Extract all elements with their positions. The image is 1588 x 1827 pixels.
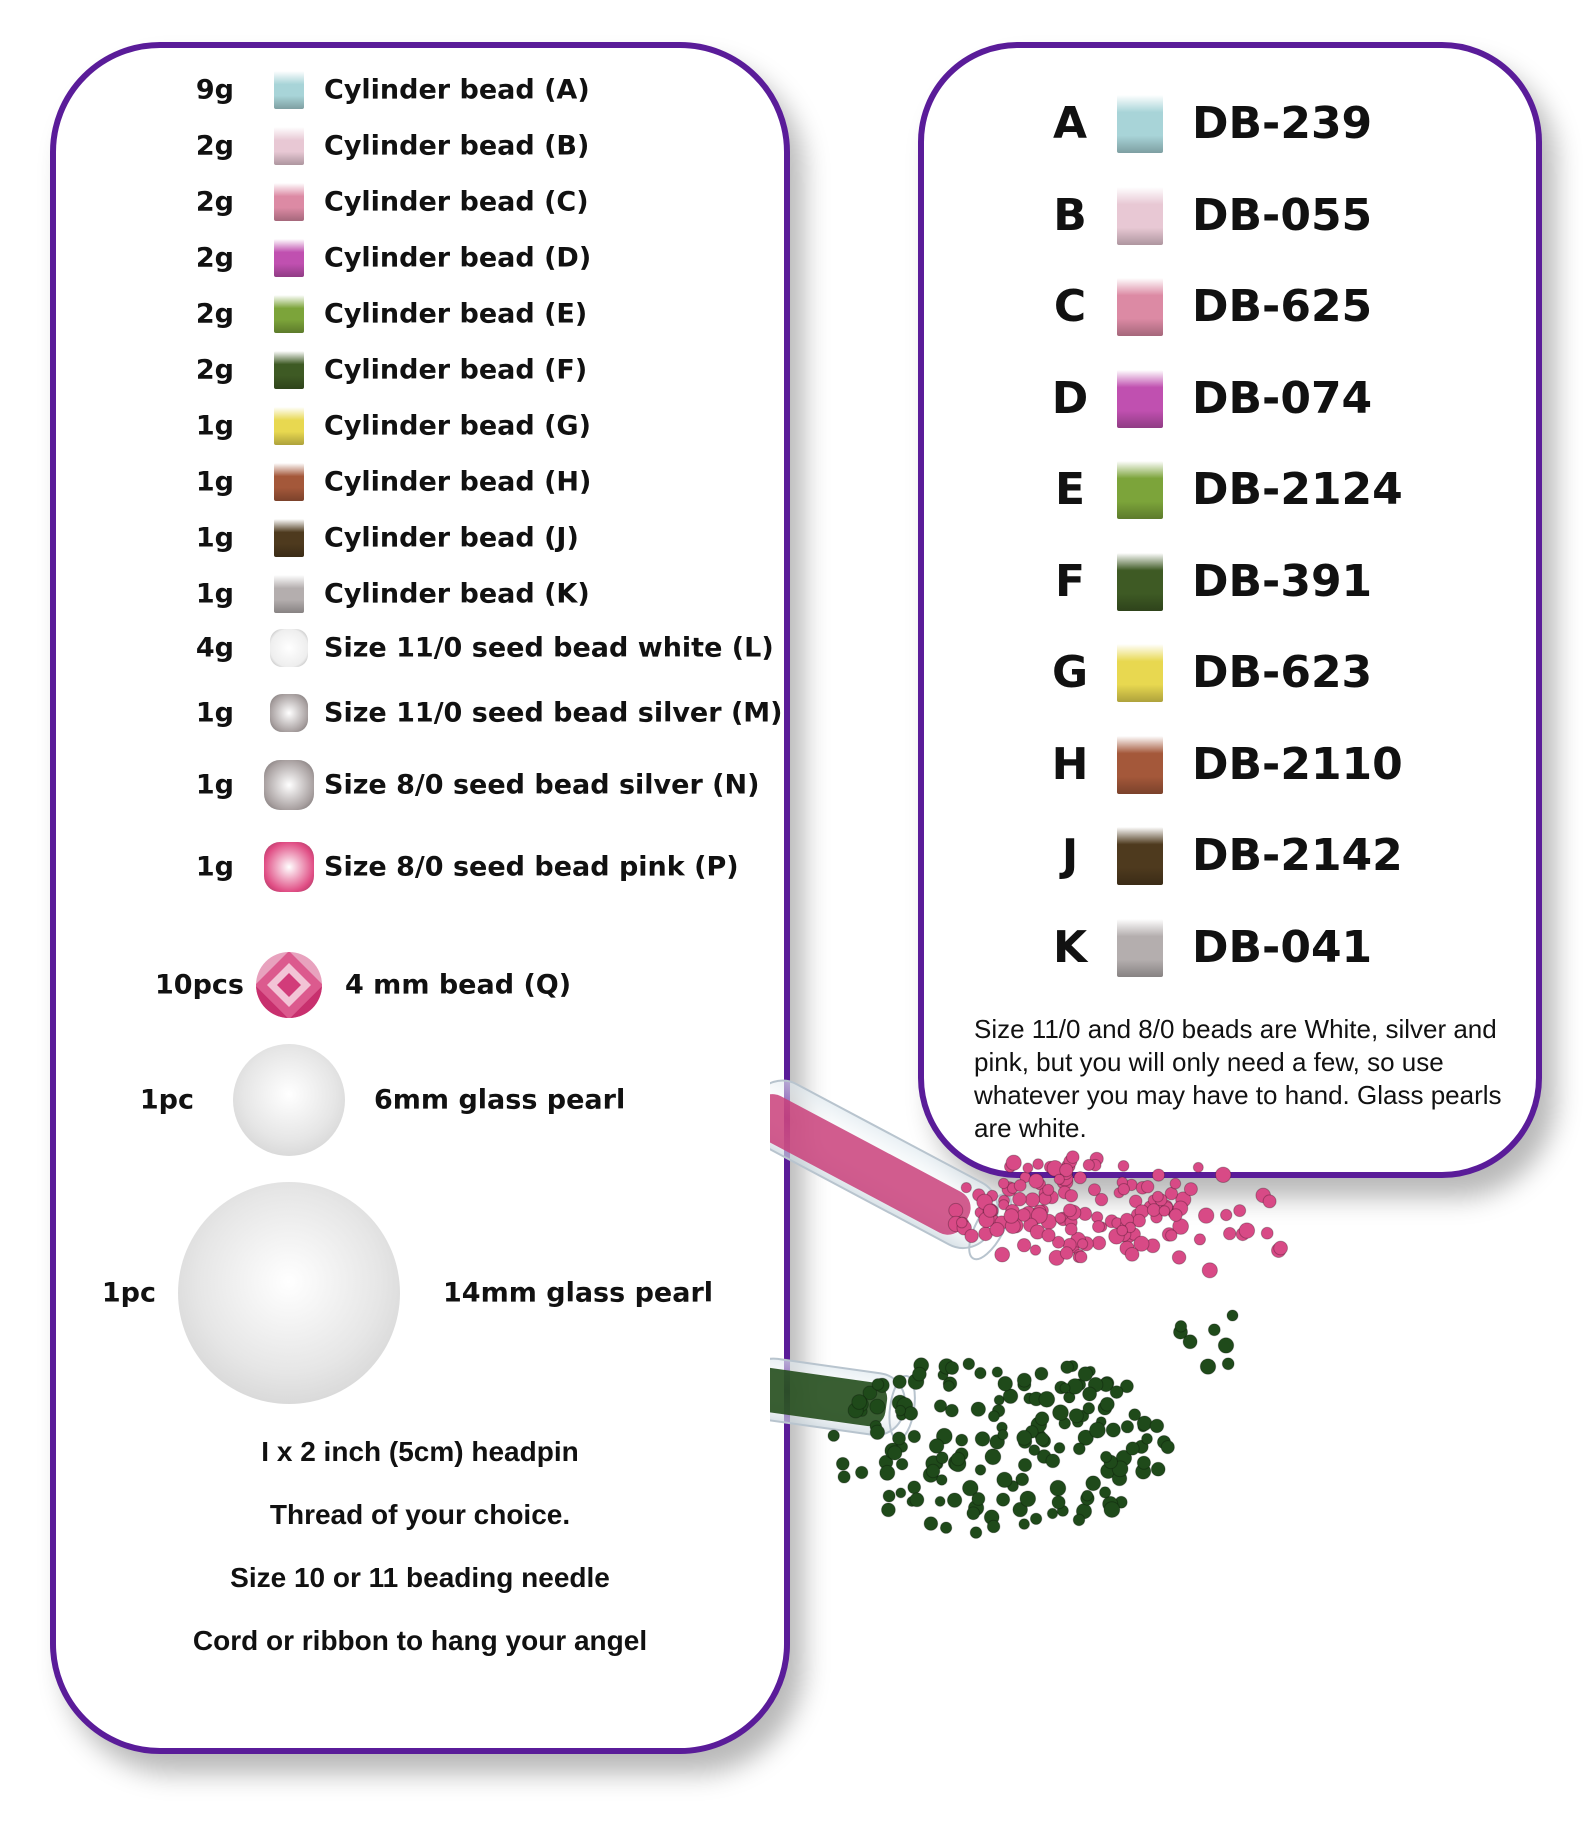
loose-bead bbox=[883, 1490, 895, 1502]
loose-bead bbox=[1042, 1229, 1055, 1242]
bead-letter: E bbox=[1054, 464, 1086, 515]
loose-bead bbox=[947, 1493, 961, 1507]
loose-bead bbox=[1019, 1519, 1030, 1530]
loose-bead bbox=[1083, 1403, 1095, 1415]
cylinder-bead-icon bbox=[1117, 553, 1163, 611]
loose-bead bbox=[1175, 1321, 1187, 1333]
bead-label: Cylinder bead (K) bbox=[324, 578, 590, 610]
loose-bead bbox=[1018, 1458, 1031, 1471]
loose-bead bbox=[988, 1411, 999, 1422]
bead-label: Cylinder bead (J) bbox=[324, 522, 579, 554]
loose-bead bbox=[951, 1452, 965, 1466]
loose-bead bbox=[1006, 1155, 1021, 1170]
loose-bead bbox=[1017, 1209, 1030, 1222]
cylinder-bead-icon bbox=[274, 71, 304, 109]
loose-bead bbox=[997, 1472, 1012, 1487]
cylinder-bead-icon bbox=[1117, 827, 1163, 885]
loose-bead bbox=[1050, 1480, 1066, 1496]
loose-bead bbox=[940, 1522, 951, 1533]
loose-bead bbox=[893, 1375, 906, 1388]
seed-bead-icon bbox=[270, 694, 308, 732]
bead-qty: 2g bbox=[195, 354, 234, 386]
loose-bead bbox=[995, 1247, 1010, 1262]
loose-bead bbox=[1073, 1514, 1085, 1526]
loose-bead bbox=[929, 1439, 944, 1454]
loose-bead bbox=[1152, 1169, 1164, 1181]
cylinder-bead-icon bbox=[1117, 95, 1163, 153]
bead-label: Cylinder bead (E) bbox=[324, 298, 588, 330]
bead-qty: 1g bbox=[195, 466, 234, 498]
loose-bead bbox=[1216, 1167, 1231, 1182]
loose-bead bbox=[1227, 1310, 1238, 1321]
loose-bead bbox=[1184, 1183, 1197, 1196]
loose-bead bbox=[1104, 1502, 1120, 1518]
bead-label: Cylinder bead (G) bbox=[324, 410, 591, 442]
bead-letter: K bbox=[1052, 921, 1088, 973]
loose-bead bbox=[1039, 1391, 1055, 1407]
loose-bead bbox=[1118, 1161, 1129, 1172]
loose-bead bbox=[1054, 1174, 1064, 1184]
loose-bead bbox=[908, 1430, 920, 1442]
pearl-6mm-icon bbox=[233, 1044, 345, 1156]
bead-qty: 2g bbox=[195, 242, 234, 274]
bead-letter: D bbox=[1051, 372, 1089, 424]
cylinder-bead-icon bbox=[274, 239, 304, 277]
seed-bead-icon bbox=[270, 629, 308, 667]
loose-bead bbox=[1263, 1195, 1276, 1208]
loose-bead bbox=[1054, 1443, 1065, 1454]
loose-bead bbox=[1095, 1193, 1107, 1205]
loose-bead bbox=[1043, 1184, 1054, 1195]
loose-bead bbox=[1100, 1397, 1114, 1411]
loose-bead bbox=[1117, 1225, 1128, 1236]
bead-letter: H bbox=[1051, 738, 1089, 790]
loose-bead bbox=[946, 1362, 959, 1375]
loose-bead bbox=[1060, 1383, 1070, 1393]
loose-bead bbox=[985, 1449, 1001, 1465]
loose-bead bbox=[936, 1452, 948, 1464]
loose-bead bbox=[1073, 1443, 1085, 1455]
loose-bead bbox=[1023, 1163, 1033, 1173]
codes-note: Size 11/0 and 8/0 beads are White, silver and pink, but you will only need a few, so use whatever you may have to hand. Glass pearls are white. bbox=[974, 1014, 1502, 1143]
loose-bead bbox=[838, 1471, 850, 1483]
bead-qty: 1g bbox=[195, 522, 234, 554]
loose-bead bbox=[1199, 1208, 1214, 1223]
cylinder-bead-icon bbox=[1117, 187, 1163, 245]
loose-bead bbox=[961, 1183, 971, 1193]
materials-card bbox=[50, 42, 790, 1754]
cylinder-bead-icon bbox=[1117, 736, 1163, 794]
loose-bead bbox=[908, 1481, 921, 1494]
bead-label: Cylinder bead (C) bbox=[324, 186, 589, 218]
loose-bead bbox=[967, 1507, 980, 1520]
loose-bead bbox=[1137, 1456, 1150, 1469]
loose-bead bbox=[1194, 1234, 1205, 1245]
bead-code: DB-2142 bbox=[1192, 830, 1403, 881]
loose-bead bbox=[893, 1432, 906, 1445]
loose-bead bbox=[1078, 1239, 1088, 1249]
pink-bead-pile bbox=[948, 1151, 1287, 1278]
bead-letter: G bbox=[1051, 647, 1089, 698]
cylinder-bead-icon bbox=[274, 463, 304, 501]
loose-bead bbox=[1061, 1361, 1074, 1374]
bead-code: DB-041 bbox=[1192, 921, 1373, 973]
loose-bead bbox=[1221, 1209, 1232, 1220]
loose-bead bbox=[937, 1475, 948, 1486]
loose-bead bbox=[888, 1446, 902, 1460]
loose-bead bbox=[1090, 1422, 1106, 1438]
loose-bead bbox=[998, 1430, 1008, 1440]
cylinder-bead-icon bbox=[274, 351, 304, 389]
loose-bead bbox=[1142, 1181, 1154, 1193]
loose-bead bbox=[1172, 1251, 1186, 1265]
loose-bead bbox=[1030, 1513, 1041, 1524]
loose-bead bbox=[836, 1457, 849, 1470]
bead-letter: C bbox=[1053, 281, 1087, 332]
loose-bead bbox=[1166, 1230, 1177, 1241]
bead-label: Cylinder bead (F) bbox=[324, 354, 588, 386]
loose-bead bbox=[1065, 1190, 1077, 1202]
bead-label: Size 11/0 seed bead silver (M) bbox=[324, 697, 783, 729]
loose-bead bbox=[1239, 1223, 1254, 1238]
bead-code: DB-074 bbox=[1192, 372, 1373, 424]
loose-bead bbox=[1060, 1247, 1073, 1260]
loose-bead bbox=[1017, 1373, 1031, 1387]
loose-bead bbox=[1020, 1491, 1036, 1507]
loose-bead bbox=[1202, 1263, 1217, 1278]
loose-bead bbox=[828, 1430, 839, 1441]
loose-bead bbox=[872, 1379, 884, 1391]
faceted-bead-icon bbox=[255, 951, 323, 1019]
loose-bead bbox=[1029, 1445, 1040, 1456]
loose-bead bbox=[1125, 1248, 1139, 1262]
loose-bead bbox=[1129, 1409, 1141, 1421]
loose-bead bbox=[943, 1381, 954, 1392]
bead-label: Cylinder bead (B) bbox=[324, 130, 590, 162]
loose-bead bbox=[1067, 1151, 1080, 1164]
loose-bead bbox=[1036, 1433, 1049, 1446]
loose-bead bbox=[1126, 1442, 1139, 1455]
loose-bead bbox=[1170, 1209, 1183, 1222]
loose-bead bbox=[975, 1465, 986, 1476]
loose-bead bbox=[882, 1503, 896, 1517]
loose-bead bbox=[1170, 1178, 1181, 1189]
loose-bead bbox=[1033, 1159, 1044, 1170]
loose-bead bbox=[1200, 1359, 1215, 1374]
loose-bead bbox=[1183, 1335, 1197, 1349]
loose-bead bbox=[1151, 1462, 1165, 1476]
loose-bead bbox=[1142, 1433, 1153, 1444]
bead-letter: B bbox=[1053, 189, 1087, 241]
bead-code: DB-623 bbox=[1192, 647, 1373, 698]
loose-bead bbox=[934, 1400, 946, 1412]
note-needle: Size 10 or 11 beading needle bbox=[230, 1562, 610, 1593]
loose-bead bbox=[1082, 1490, 1093, 1501]
bead-label: Size 11/0 seed bead white (L) bbox=[324, 632, 774, 664]
loose-bead bbox=[970, 1527, 982, 1539]
loose-bead bbox=[957, 1217, 968, 1228]
loose-bead bbox=[1047, 1508, 1057, 1518]
cylinder-bead-icon bbox=[1117, 370, 1163, 428]
loose-bead bbox=[1159, 1206, 1170, 1217]
loose-bead bbox=[935, 1496, 945, 1506]
loose-bead bbox=[1013, 1192, 1027, 1206]
loose-bead bbox=[1065, 1223, 1077, 1235]
faceted-bead-qty: 10pcs bbox=[155, 969, 244, 1001]
loose-bead bbox=[975, 1367, 986, 1378]
loose-bead bbox=[1153, 1191, 1164, 1202]
note-thread: Thread of your choice. bbox=[269, 1499, 571, 1530]
seed-bead-icon bbox=[264, 842, 314, 892]
loose-bead bbox=[1055, 1213, 1065, 1223]
loose-bead bbox=[1017, 1430, 1032, 1445]
note-cord: Cord or ribbon to hang your angel bbox=[192, 1625, 648, 1656]
cylinder-bead-icon bbox=[274, 519, 304, 557]
loose-bead bbox=[852, 1395, 867, 1410]
bead-label: Size 8/0 seed bead silver (N) bbox=[324, 769, 760, 801]
loose-bead bbox=[1053, 1405, 1069, 1421]
cylinder-bead-icon bbox=[1117, 461, 1163, 519]
loose-bead bbox=[992, 1367, 1002, 1377]
loose-bead bbox=[972, 1492, 985, 1505]
bead-code: DB-055 bbox=[1192, 189, 1373, 241]
loose-bead bbox=[987, 1520, 1000, 1533]
cylinder-bead-icon bbox=[274, 127, 304, 165]
loose-bead bbox=[949, 1203, 963, 1217]
cylinder-bead-icon bbox=[1117, 919, 1163, 977]
loose-bead bbox=[1029, 1174, 1043, 1188]
pearl-6mm-qty: 1pc bbox=[139, 1084, 194, 1116]
bead-label: Size 8/0 seed bead pink (P) bbox=[324, 851, 739, 883]
loose-bead bbox=[963, 1358, 975, 1370]
loose-bead bbox=[1064, 1204, 1077, 1217]
loose-bead bbox=[910, 1493, 924, 1507]
loose-bead bbox=[1193, 1162, 1203, 1172]
loose-bead bbox=[1106, 1423, 1120, 1437]
loose-bead bbox=[1218, 1338, 1233, 1353]
bead-letter: F bbox=[1054, 555, 1086, 607]
loose-bead bbox=[1035, 1367, 1048, 1380]
loose-bead bbox=[870, 1425, 884, 1439]
bead-code: DB-2124 bbox=[1192, 464, 1403, 515]
cylinder-bead-icon bbox=[274, 575, 304, 613]
loose-bead bbox=[1035, 1412, 1049, 1426]
pearl-14mm-label: 14mm glass pearl bbox=[443, 1277, 714, 1309]
loose-bead bbox=[994, 1395, 1004, 1405]
loose-bead bbox=[1092, 1236, 1105, 1249]
cylinder-bead-icon bbox=[274, 183, 304, 221]
bead-code: DB-239 bbox=[1192, 98, 1373, 149]
cylinder-bead-icon bbox=[1117, 278, 1163, 336]
bead-qty: 9g bbox=[195, 74, 234, 106]
loose-bead bbox=[924, 1517, 938, 1531]
bead-qty: 1g bbox=[195, 697, 234, 729]
bead-qty: 2g bbox=[195, 298, 234, 330]
loose-bead bbox=[1234, 1205, 1246, 1217]
loose-bead bbox=[880, 1465, 895, 1480]
bead-label: Cylinder bead (H) bbox=[324, 466, 592, 498]
bead-qty: 4g bbox=[195, 632, 234, 664]
bead-code: DB-2110 bbox=[1192, 738, 1403, 790]
loose-bead bbox=[904, 1407, 918, 1421]
loose-bead bbox=[1069, 1409, 1083, 1423]
loose-bead bbox=[1118, 1184, 1129, 1195]
bead-label: Cylinder bead (D) bbox=[324, 242, 592, 274]
bead-code: DB-625 bbox=[1192, 281, 1373, 332]
loose-bead bbox=[1147, 1204, 1160, 1217]
loose-bead bbox=[1100, 1487, 1111, 1498]
bead-qty: 1g bbox=[195, 578, 234, 610]
loose-bead bbox=[1083, 1159, 1094, 1170]
loose-bead bbox=[1075, 1251, 1087, 1263]
loose-bead bbox=[1161, 1441, 1174, 1454]
cylinder-bead-icon bbox=[274, 295, 304, 333]
loose-bead bbox=[1150, 1419, 1164, 1433]
pearl-6mm-label: 6mm glass pearl bbox=[374, 1084, 626, 1116]
bead-code: DB-391 bbox=[1192, 555, 1373, 607]
loose-bead bbox=[1004, 1209, 1019, 1224]
bead-qty: 2g bbox=[195, 130, 234, 162]
loose-bead bbox=[1017, 1239, 1030, 1252]
loose-bead bbox=[1052, 1496, 1065, 1509]
bead-qty: 1g bbox=[195, 769, 234, 801]
loose-bead bbox=[1121, 1421, 1133, 1433]
loose-bead bbox=[913, 1367, 927, 1381]
loose-bead bbox=[926, 1464, 939, 1477]
loose-bead bbox=[1101, 1451, 1112, 1462]
codes-card bbox=[918, 42, 1542, 1178]
loose-bead bbox=[984, 1204, 997, 1217]
loose-bead bbox=[956, 1434, 968, 1446]
loose-bead bbox=[997, 1493, 1010, 1506]
bead-qty: 1g bbox=[195, 851, 234, 883]
loose-bead bbox=[1222, 1358, 1234, 1370]
bead-tubes-photo bbox=[770, 1060, 1530, 1640]
bead-letter: A bbox=[1052, 98, 1088, 149]
loose-bead bbox=[856, 1466, 868, 1478]
cylinder-bead-icon bbox=[1117, 644, 1163, 702]
loose-bead bbox=[870, 1399, 885, 1414]
loose-bead bbox=[1086, 1476, 1101, 1491]
loose-bead bbox=[896, 1458, 908, 1470]
loose-bead bbox=[1224, 1227, 1236, 1239]
loose-bead bbox=[1083, 1387, 1097, 1401]
loose-bead bbox=[1261, 1227, 1273, 1239]
loose-bead bbox=[998, 1178, 1008, 1188]
pearl-14mm-qty: 1pc bbox=[101, 1277, 156, 1309]
cylinder-bead-icon bbox=[274, 407, 304, 445]
loose-bead bbox=[1025, 1193, 1039, 1207]
loose-bead bbox=[971, 1402, 985, 1416]
loose-bead bbox=[1110, 1386, 1123, 1399]
loose-bead bbox=[975, 1432, 990, 1447]
loose-bead bbox=[946, 1404, 959, 1417]
loose-bead bbox=[895, 1405, 905, 1415]
loose-bead bbox=[965, 1229, 978, 1242]
loose-bead bbox=[1074, 1172, 1086, 1184]
loose-bead bbox=[1093, 1221, 1105, 1233]
loose-bead bbox=[1030, 1245, 1040, 1255]
seed-bead-icon bbox=[264, 760, 314, 810]
loose-bead bbox=[1274, 1241, 1288, 1255]
pearl-14mm-icon bbox=[178, 1182, 400, 1404]
faceted-bead-label: 4 mm bead (Q) bbox=[345, 969, 572, 1001]
bead-letter: J bbox=[1061, 830, 1079, 881]
bead-qty: 2g bbox=[195, 186, 234, 218]
loose-bead bbox=[1014, 1180, 1026, 1192]
loose-bead bbox=[998, 1376, 1013, 1391]
loose-bead bbox=[1208, 1324, 1220, 1336]
loose-bead bbox=[896, 1488, 906, 1498]
bead-label: Cylinder bead (A) bbox=[324, 74, 590, 106]
loose-bead bbox=[1046, 1454, 1060, 1468]
note-headpin: I x 2 inch (5cm) headpin bbox=[261, 1436, 579, 1467]
bead-qty: 1g bbox=[195, 410, 234, 442]
